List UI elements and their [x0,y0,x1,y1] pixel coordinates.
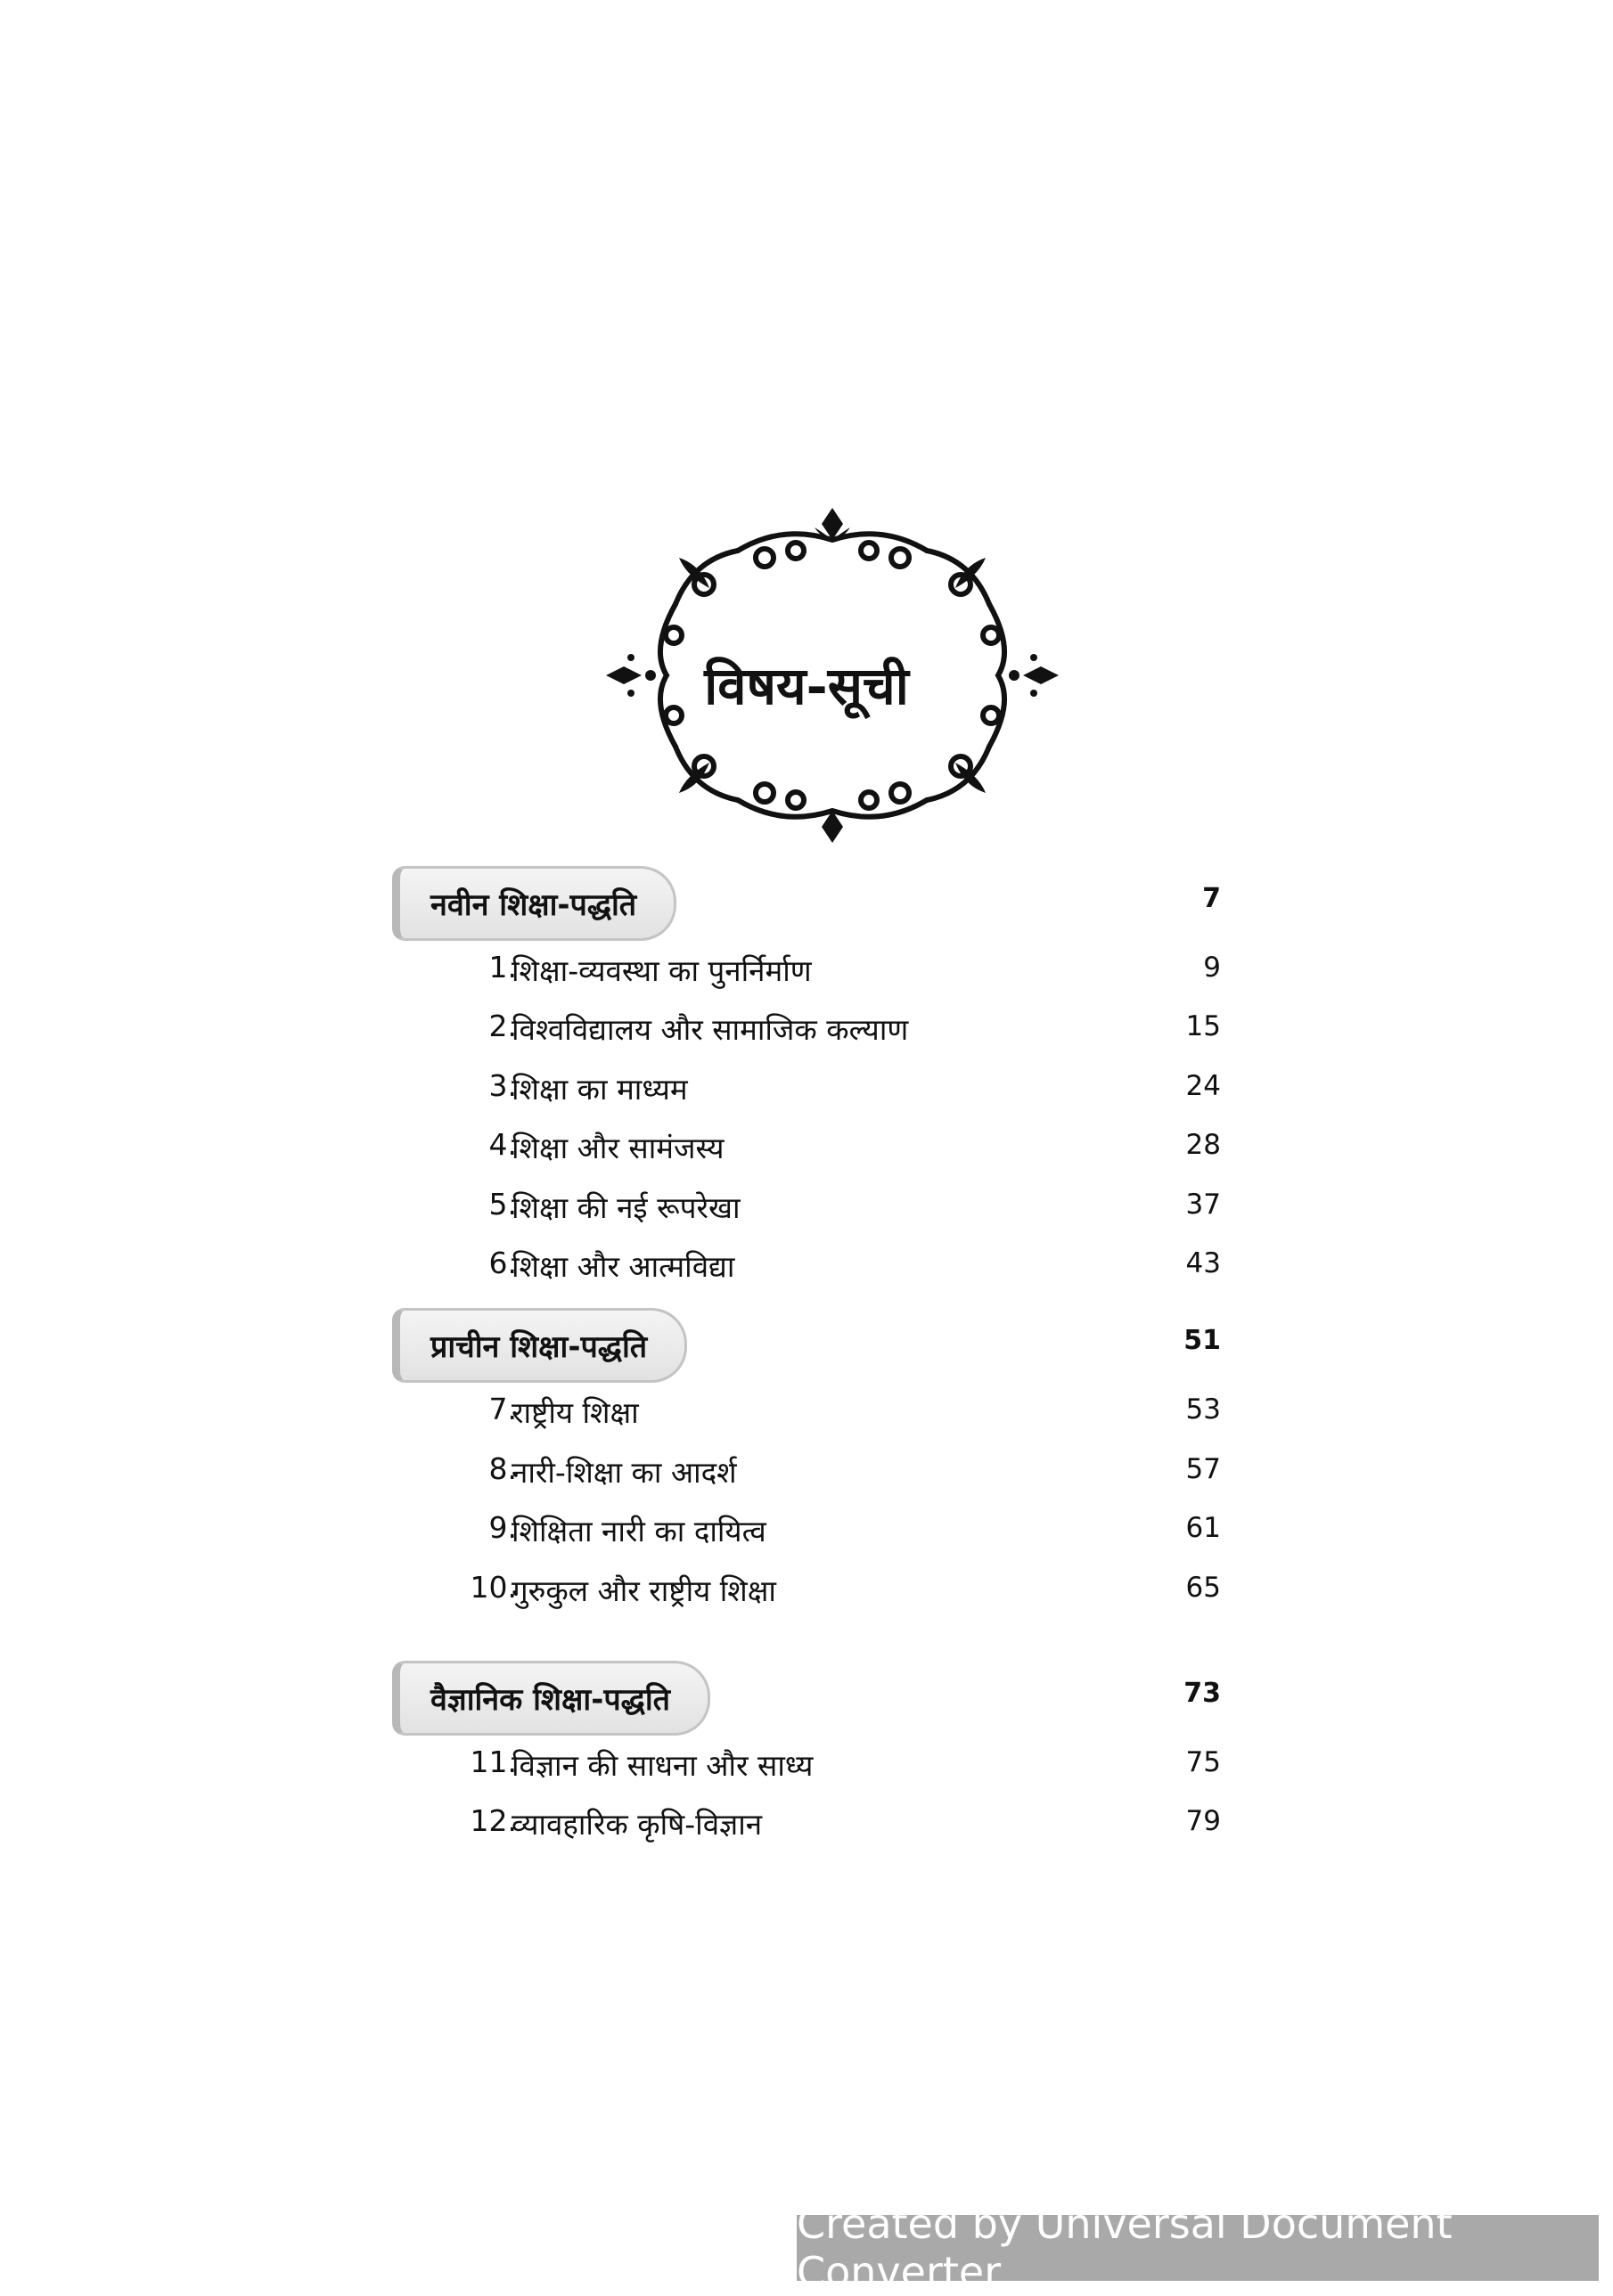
section-header-prachin [392,1303,1221,1383]
entry-title: शिक्षा-व्यवस्था का पुनर्निर्माण [512,953,812,988]
entry-title: विज्ञान की साधना और साध्य [512,1747,814,1783]
entry-number: 2. [488,1009,517,1044]
toc-entry [392,1118,1221,1177]
entry-number: 4. [488,1127,517,1163]
entry-page: 43 [1185,1246,1221,1279]
toc-entry [392,1736,1221,1794]
entry-page: 75 [1185,1745,1221,1778]
entry-page: 9 [1203,952,1221,984]
entry-number: 7. [488,1392,517,1427]
entry-title: गुरुकुल और राष्ट्रीय शिक्षा [512,1573,776,1608]
section-label: प्राचीन शिक्षा-पद्धति [392,1308,687,1383]
entry-title: शिक्षा की नई रूपरेखा [512,1189,741,1225]
entry-page: 57 [1185,1452,1221,1485]
entry-page: 24 [1185,1069,1221,1102]
converter-watermark: Created by Universal Document Converter [797,2215,1599,2281]
entry-title: नारी-शिक्षा का आदर्श [512,1454,737,1490]
entry-page: 15 [1185,1010,1221,1043]
toc-entry [392,1501,1221,1560]
table-of-contents [392,854,1221,1854]
entry-page: 79 [1185,1805,1221,1838]
entry-number: 8. [488,1450,517,1486]
section-header-vaigyanik [392,1655,1221,1736]
section-page-number: 73 [1183,1677,1221,1709]
section-page-number: 7 [1202,883,1221,914]
section-label: नवीन शिक्षा-पद्धति [392,866,676,941]
entry-number: 12. [470,1803,517,1839]
toc-entry [392,1794,1221,1853]
entry-page: 28 [1185,1129,1221,1162]
toc-entry [392,1442,1221,1501]
toc-entry [392,1000,1221,1058]
toc-entry [392,1178,1221,1237]
entry-number: 6. [488,1245,517,1280]
entry-number: 11. [470,1744,517,1779]
entry-number: 3. [488,1067,517,1103]
entry-title: व्यावहारिक कृषि-विज्ञान [512,1807,763,1843]
page-title: विषय-सूची [704,656,909,716]
toc-entry [392,1059,1221,1118]
entry-title: शिक्षा का माध्यम [512,1071,688,1107]
toc-entry [392,1383,1221,1442]
entry-number: 1. [488,950,517,985]
entry-page: 61 [1185,1512,1221,1545]
entry-number: 10. [470,1569,517,1605]
entry-number: 5. [488,1186,517,1222]
section-header-naveen [392,861,1221,941]
toc-entry [392,941,1221,1000]
entry-number: 9. [488,1510,517,1546]
section-label: वैज्ञानिक शिक्षा-पद्धति [392,1661,710,1736]
toc-entry [392,1237,1221,1295]
entry-title: शिक्षा और सामंजस्य [512,1131,725,1166]
section-page-number: 51 [1183,1325,1221,1357]
entry-title: शिक्षिता नारी का दायित्व [512,1514,766,1549]
entry-page: 53 [1185,1393,1221,1426]
entry-title: विश्वविद्यालय और सामाजिक कल्याण [512,1012,909,1048]
entry-title: राष्ट्रीय शिक्षा [512,1395,639,1431]
entry-page: 65 [1185,1571,1221,1604]
entry-title: शिक्षा और आत्मविद्या [512,1248,735,1284]
entry-page: 37 [1185,1188,1221,1221]
toc-entry [392,1561,1221,1620]
